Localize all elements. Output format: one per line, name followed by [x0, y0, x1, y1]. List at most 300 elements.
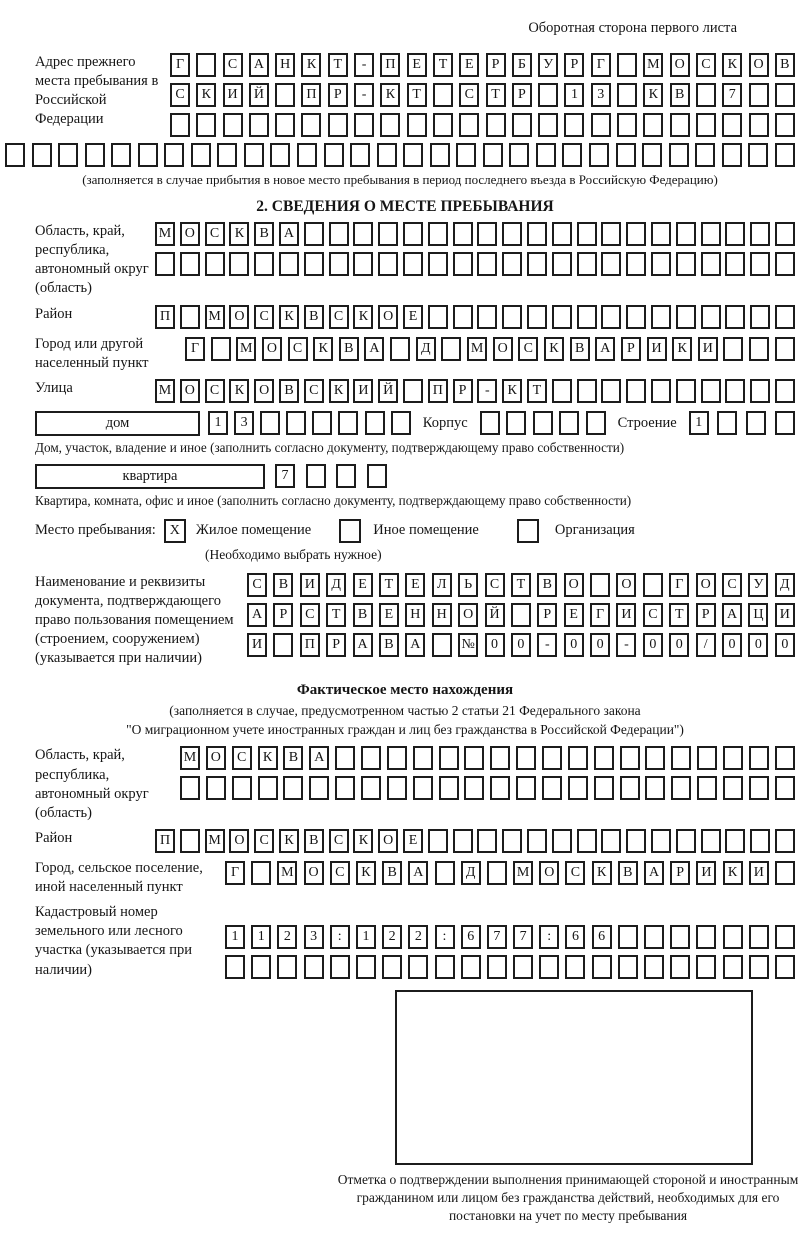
char-cell[interactable] [306, 464, 326, 488]
char-cell[interactable] [324, 143, 344, 167]
char-cell[interactable] [367, 464, 387, 488]
char-cell[interactable] [536, 143, 556, 167]
stay-type-checkbox-other-premises[interactable] [339, 519, 361, 543]
apartment-type-box[interactable]: квартира [35, 464, 265, 489]
char-cell[interactable] [618, 955, 638, 979]
char-cell[interactable] [552, 252, 572, 276]
char-cell[interactable] [260, 411, 280, 435]
char-cell[interactable] [516, 746, 536, 770]
char-cell[interactable]: А [595, 337, 615, 361]
char-cell[interactable]: И [353, 379, 373, 403]
char-cell[interactable] [746, 411, 766, 435]
char-cell[interactable]: П [301, 83, 321, 107]
char-cell[interactable]: И [300, 573, 320, 597]
char-cell[interactable]: Е [403, 829, 423, 853]
char-cell[interactable] [464, 746, 484, 770]
char-cell[interactable]: П [300, 633, 320, 657]
char-cell[interactable] [180, 829, 200, 853]
char-cell[interactable] [365, 411, 385, 435]
char-cell[interactable] [725, 829, 745, 853]
char-cell[interactable] [301, 113, 321, 137]
char-cell[interactable] [487, 955, 507, 979]
char-cell[interactable]: В [670, 83, 690, 107]
char-cell[interactable] [626, 305, 646, 329]
char-cell[interactable]: 2 [382, 925, 402, 949]
char-cell[interactable] [138, 143, 158, 167]
char-cell[interactable]: О [378, 829, 398, 853]
char-cell[interactable]: А [353, 633, 373, 657]
char-cell[interactable]: Р [696, 603, 716, 627]
stay-type-checkbox-residential[interactable]: X [164, 519, 186, 543]
char-cell[interactable]: В [353, 603, 373, 627]
char-cell[interactable]: - [477, 379, 497, 403]
char-cell[interactable] [251, 955, 271, 979]
char-cell[interactable]: М [467, 337, 487, 361]
char-cell[interactable] [775, 305, 795, 329]
char-cell[interactable] [387, 776, 407, 800]
char-cell[interactable]: В [283, 746, 303, 770]
char-cell[interactable] [644, 955, 664, 979]
char-cell[interactable] [461, 955, 481, 979]
char-cell[interactable] [592, 955, 612, 979]
char-cell[interactable] [695, 143, 715, 167]
char-cell[interactable] [270, 143, 290, 167]
char-cell[interactable]: Т [326, 603, 346, 627]
char-cell[interactable]: Р [453, 379, 473, 403]
char-cell[interactable] [229, 252, 249, 276]
char-cell[interactable] [275, 113, 295, 137]
char-cell[interactable] [750, 829, 770, 853]
char-cell[interactable]: С [288, 337, 308, 361]
char-cell[interactable] [403, 222, 423, 246]
char-cell[interactable]: М [513, 861, 533, 885]
char-cell[interactable]: 7 [513, 925, 533, 949]
char-cell[interactable]: М [205, 829, 225, 853]
char-cell[interactable] [723, 925, 743, 949]
char-cell[interactable] [254, 252, 274, 276]
char-cell[interactable] [651, 222, 671, 246]
char-cell[interactable]: 3 [234, 411, 254, 435]
char-cell[interactable] [277, 955, 297, 979]
char-cell[interactable] [601, 305, 621, 329]
char-cell[interactable] [490, 776, 510, 800]
char-cell[interactable] [516, 776, 536, 800]
char-cell[interactable] [697, 746, 717, 770]
char-cell[interactable]: Н [405, 603, 425, 627]
char-cell[interactable]: К [672, 337, 692, 361]
char-cell[interactable]: С [329, 829, 349, 853]
char-cell[interactable] [180, 252, 200, 276]
char-cell[interactable]: С [518, 337, 538, 361]
char-cell[interactable]: М [643, 53, 663, 77]
char-cell[interactable] [701, 252, 721, 276]
char-cell[interactable] [542, 746, 562, 770]
char-cell[interactable]: Р [326, 633, 346, 657]
char-cell[interactable] [232, 776, 252, 800]
char-cell[interactable] [701, 305, 721, 329]
char-cell[interactable] [725, 252, 745, 276]
char-cell[interactable]: Й [249, 83, 269, 107]
char-cell[interactable]: А [364, 337, 384, 361]
char-cell[interactable]: Е [403, 305, 423, 329]
char-cell[interactable]: Г [170, 53, 190, 77]
char-cell[interactable] [748, 143, 768, 167]
char-cell[interactable] [279, 252, 299, 276]
char-cell[interactable] [502, 222, 522, 246]
char-cell[interactable]: В [618, 861, 638, 885]
char-cell[interactable] [258, 776, 278, 800]
char-cell[interactable] [701, 222, 721, 246]
char-cell[interactable] [749, 337, 769, 361]
char-cell[interactable] [273, 633, 293, 657]
char-cell[interactable]: С [205, 379, 225, 403]
char-cell[interactable] [459, 113, 479, 137]
char-cell[interactable] [502, 829, 522, 853]
char-cell[interactable] [577, 379, 597, 403]
char-cell[interactable]: : [330, 925, 350, 949]
char-cell[interactable] [552, 305, 572, 329]
char-cell[interactable]: И [647, 337, 667, 361]
char-cell[interactable] [590, 573, 610, 597]
char-cell[interactable] [85, 143, 105, 167]
char-cell[interactable] [506, 411, 526, 435]
char-cell[interactable] [671, 746, 691, 770]
char-cell[interactable]: К [196, 83, 216, 107]
char-cell[interactable] [223, 113, 243, 137]
char-cell[interactable]: Ь [458, 573, 478, 597]
char-cell[interactable]: С [254, 829, 274, 853]
char-cell[interactable] [601, 252, 621, 276]
char-cell[interactable] [749, 776, 769, 800]
char-cell[interactable]: С [254, 305, 274, 329]
char-cell[interactable] [670, 113, 690, 137]
char-cell[interactable]: С [304, 379, 324, 403]
char-cell[interactable]: 0 [485, 633, 505, 657]
char-cell[interactable] [542, 776, 562, 800]
char-cell[interactable]: К [279, 305, 299, 329]
char-cell[interactable]: О [378, 305, 398, 329]
char-cell[interactable]: О [206, 746, 226, 770]
char-cell[interactable] [196, 113, 216, 137]
char-cell[interactable] [297, 143, 317, 167]
char-cell[interactable] [391, 411, 411, 435]
char-cell[interactable]: 0 [643, 633, 663, 657]
char-cell[interactable]: Е [405, 573, 425, 597]
char-cell[interactable] [453, 222, 473, 246]
char-cell[interactable] [432, 633, 452, 657]
char-cell[interactable] [382, 955, 402, 979]
char-cell[interactable] [676, 222, 696, 246]
char-cell[interactable] [676, 379, 696, 403]
char-cell[interactable]: Й [485, 603, 505, 627]
char-cell[interactable] [456, 143, 476, 167]
char-cell[interactable]: М [180, 746, 200, 770]
char-cell[interactable] [651, 305, 671, 329]
char-cell[interactable] [601, 379, 621, 403]
char-cell[interactable]: С [170, 83, 190, 107]
char-cell[interactable]: 2 [408, 925, 428, 949]
char-cell[interactable] [328, 113, 348, 137]
char-cell[interactable] [225, 955, 245, 979]
char-cell[interactable] [775, 337, 795, 361]
char-cell[interactable] [403, 143, 423, 167]
char-cell[interactable] [408, 955, 428, 979]
char-cell[interactable]: С [329, 305, 349, 329]
char-cell[interactable]: Т [379, 573, 399, 597]
char-cell[interactable] [336, 464, 356, 488]
char-cell[interactable]: 2 [277, 925, 297, 949]
char-cell[interactable] [191, 143, 211, 167]
char-cell[interactable] [430, 143, 450, 167]
char-cell[interactable]: С [330, 861, 350, 885]
char-cell[interactable]: В [382, 861, 402, 885]
char-cell[interactable] [435, 955, 455, 979]
char-cell[interactable] [626, 379, 646, 403]
char-cell[interactable]: 6 [565, 925, 585, 949]
char-cell[interactable]: У [748, 573, 768, 597]
char-cell[interactable] [564, 113, 584, 137]
char-cell[interactable] [586, 411, 606, 435]
char-cell[interactable] [552, 379, 572, 403]
char-cell[interactable] [775, 861, 795, 885]
char-cell[interactable] [651, 252, 671, 276]
char-cell[interactable] [749, 925, 769, 949]
char-cell[interactable]: К [544, 337, 564, 361]
char-cell[interactable]: 1 [356, 925, 376, 949]
char-cell[interactable] [477, 222, 497, 246]
char-cell[interactable] [538, 83, 558, 107]
char-cell[interactable]: 6 [461, 925, 481, 949]
char-cell[interactable] [441, 337, 461, 361]
char-cell[interactable]: К [643, 83, 663, 107]
char-cell[interactable]: : [435, 925, 455, 949]
char-cell[interactable] [527, 222, 547, 246]
char-cell[interactable]: С [247, 573, 267, 597]
char-cell[interactable] [180, 776, 200, 800]
char-cell[interactable] [435, 861, 455, 885]
char-cell[interactable] [509, 143, 529, 167]
char-cell[interactable]: В [304, 305, 324, 329]
char-cell[interactable]: И [749, 861, 769, 885]
char-cell[interactable]: В [570, 337, 590, 361]
char-cell[interactable] [577, 829, 597, 853]
char-cell[interactable] [620, 746, 640, 770]
char-cell[interactable]: 0 [748, 633, 768, 657]
char-cell[interactable]: Н [432, 603, 452, 627]
char-cell[interactable] [483, 143, 503, 167]
char-cell[interactable]: 1 [225, 925, 245, 949]
char-cell[interactable]: Т [407, 83, 427, 107]
char-cell[interactable] [206, 776, 226, 800]
char-cell[interactable] [725, 222, 745, 246]
char-cell[interactable] [645, 746, 665, 770]
char-cell[interactable]: Н [275, 53, 295, 77]
char-cell[interactable]: К [229, 222, 249, 246]
char-cell[interactable] [378, 252, 398, 276]
char-cell[interactable]: Д [326, 573, 346, 597]
char-cell[interactable] [428, 305, 448, 329]
char-cell[interactable]: К [592, 861, 612, 885]
char-cell[interactable] [775, 113, 795, 137]
char-cell[interactable]: - [616, 633, 636, 657]
char-cell[interactable] [205, 252, 225, 276]
char-cell[interactable]: М [236, 337, 256, 361]
char-cell[interactable] [353, 222, 373, 246]
char-cell[interactable] [350, 143, 370, 167]
char-cell[interactable] [775, 222, 795, 246]
char-cell[interactable] [626, 222, 646, 246]
char-cell[interactable] [643, 573, 663, 597]
char-cell[interactable]: 0 [775, 633, 795, 657]
char-cell[interactable]: А [644, 861, 664, 885]
char-cell[interactable] [617, 83, 637, 107]
char-cell[interactable] [377, 143, 397, 167]
char-cell[interactable]: М [277, 861, 297, 885]
char-cell[interactable]: П [155, 829, 175, 853]
char-cell[interactable] [775, 829, 795, 853]
char-cell[interactable] [164, 143, 184, 167]
char-cell[interactable] [723, 746, 743, 770]
char-cell[interactable]: В [339, 337, 359, 361]
char-cell[interactable]: 0 [564, 633, 584, 657]
char-cell[interactable] [539, 955, 559, 979]
char-cell[interactable]: В [304, 829, 324, 853]
char-cell[interactable] [577, 222, 597, 246]
char-cell[interactable]: П [155, 305, 175, 329]
char-cell[interactable]: С [459, 83, 479, 107]
char-cell[interactable] [749, 113, 769, 137]
char-cell[interactable]: А [722, 603, 742, 627]
char-cell[interactable] [696, 83, 716, 107]
char-cell[interactable] [725, 305, 745, 329]
char-cell[interactable] [617, 53, 637, 77]
char-cell[interactable] [538, 113, 558, 137]
char-cell[interactable] [453, 252, 473, 276]
char-cell[interactable] [696, 955, 716, 979]
char-cell[interactable]: В [254, 222, 274, 246]
char-cell[interactable]: Р [670, 861, 690, 885]
char-cell[interactable] [717, 411, 737, 435]
char-cell[interactable]: М [155, 222, 175, 246]
char-cell[interactable] [413, 776, 433, 800]
char-cell[interactable] [676, 252, 696, 276]
char-cell[interactable]: Р [273, 603, 293, 627]
char-cell[interactable]: Г [669, 573, 689, 597]
char-cell[interactable] [453, 829, 473, 853]
char-cell[interactable] [244, 143, 264, 167]
char-cell[interactable]: 7 [487, 925, 507, 949]
char-cell[interactable] [749, 83, 769, 107]
char-cell[interactable] [601, 222, 621, 246]
char-cell[interactable] [453, 305, 473, 329]
char-cell[interactable]: Т [433, 53, 453, 77]
char-cell[interactable]: О [564, 573, 584, 597]
char-cell[interactable] [559, 411, 579, 435]
char-cell[interactable]: С [232, 746, 252, 770]
char-cell[interactable] [32, 143, 52, 167]
char-cell[interactable] [669, 143, 689, 167]
char-cell[interactable]: О [539, 861, 559, 885]
char-cell[interactable]: К [353, 305, 373, 329]
char-cell[interactable] [480, 411, 500, 435]
char-cell[interactable] [750, 222, 770, 246]
char-cell[interactable] [329, 222, 349, 246]
char-cell[interactable] [111, 143, 131, 167]
char-cell[interactable]: К [353, 829, 373, 853]
char-cell[interactable] [275, 83, 295, 107]
char-cell[interactable]: 1 [689, 411, 709, 435]
char-cell[interactable] [486, 113, 506, 137]
char-cell[interactable] [651, 379, 671, 403]
char-cell[interactable]: К [329, 379, 349, 403]
char-cell[interactable] [594, 776, 614, 800]
char-cell[interactable]: С [722, 573, 742, 597]
char-cell[interactable] [309, 776, 329, 800]
char-cell[interactable] [562, 143, 582, 167]
char-cell[interactable] [568, 746, 588, 770]
char-cell[interactable]: И [775, 603, 795, 627]
char-cell[interactable]: О [262, 337, 282, 361]
char-cell[interactable]: Р [621, 337, 641, 361]
char-cell[interactable] [642, 143, 662, 167]
char-cell[interactable]: К [258, 746, 278, 770]
char-cell[interactable]: В [273, 573, 293, 597]
char-cell[interactable]: О [180, 222, 200, 246]
char-cell[interactable]: Р [537, 603, 557, 627]
char-cell[interactable]: С [205, 222, 225, 246]
char-cell[interactable] [577, 305, 597, 329]
char-cell[interactable] [775, 143, 795, 167]
char-cell[interactable] [527, 252, 547, 276]
char-cell[interactable] [407, 113, 427, 137]
char-cell[interactable] [387, 746, 407, 770]
char-cell[interactable] [775, 955, 795, 979]
char-cell[interactable] [749, 955, 769, 979]
char-cell[interactable]: 3 [304, 925, 324, 949]
char-cell[interactable] [403, 379, 423, 403]
char-cell[interactable] [361, 746, 381, 770]
char-cell[interactable]: 6 [592, 925, 612, 949]
char-cell[interactable] [390, 337, 410, 361]
char-cell[interactable] [335, 776, 355, 800]
char-cell[interactable]: Д [461, 861, 481, 885]
char-cell[interactable]: Г [591, 53, 611, 77]
char-cell[interactable] [361, 776, 381, 800]
char-cell[interactable]: К [502, 379, 522, 403]
char-cell[interactable]: 3 [591, 83, 611, 107]
char-cell[interactable] [725, 379, 745, 403]
char-cell[interactable]: Й [378, 379, 398, 403]
char-cell[interactable] [211, 337, 231, 361]
char-cell[interactable]: П [380, 53, 400, 77]
char-cell[interactable] [403, 252, 423, 276]
char-cell[interactable]: О [458, 603, 478, 627]
char-cell[interactable]: М [155, 379, 175, 403]
char-cell[interactable] [701, 379, 721, 403]
char-cell[interactable]: Е [407, 53, 427, 77]
char-cell[interactable]: : [539, 925, 559, 949]
char-cell[interactable]: / [696, 633, 716, 657]
char-cell[interactable] [312, 411, 332, 435]
char-cell[interactable]: Г [185, 337, 205, 361]
char-cell[interactable] [644, 925, 664, 949]
char-cell[interactable]: А [247, 603, 267, 627]
char-cell[interactable] [413, 746, 433, 770]
char-cell[interactable]: 1 [208, 411, 228, 435]
char-cell[interactable] [378, 222, 398, 246]
char-cell[interactable] [775, 379, 795, 403]
char-cell[interactable]: 7 [722, 83, 742, 107]
